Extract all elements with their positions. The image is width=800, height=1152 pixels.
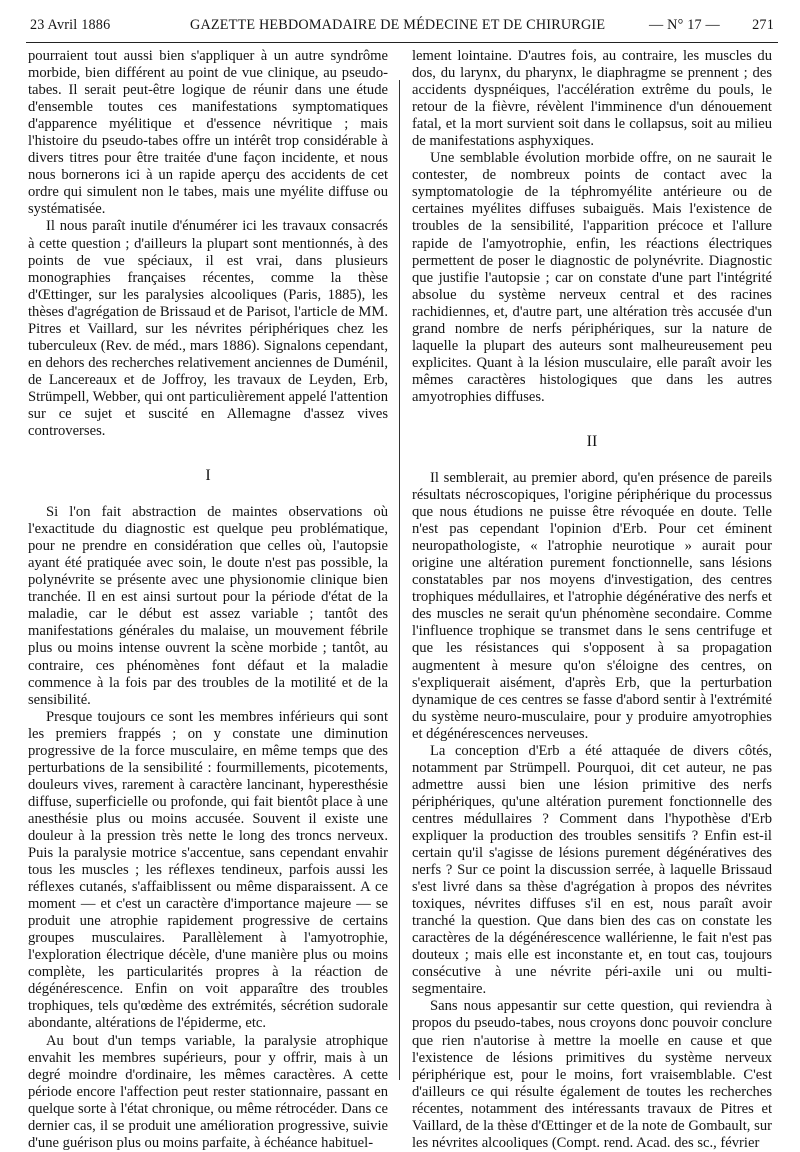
- right-column: [412, 48, 772, 1151]
- paragraph: Presque toujours ce sont les membres inférieurs qui sont les premiers frappés ; on y constate une diminution progressive de la force musculaire, en même temps que des perturbations de la sensibilité : fourmillements, picotements, douleurs vives, rarement à caractère lancinant, hyperesthésie diffuse, superficielle ou profonde, qui fait bientôt place à une anesthésie plus ou moins accusée. Souvent il existe une douleur à la pression très nette le long des troncs nerveux. Puis la paralysie motrice s'accentue, sans cependant envahir tous les muscles ; les réflexes tendineux, parfois aussi les réflexes cutanés, s'affaiblissent ou même disparaissent. A ce moment — et c'est un caractère d'importance majeure — se produit une atrophie rapidement progressive de certains groupes musculaires. Parallèlement à l'amyotrophie, l'exploration électrique décèle, d'une manière plus ou moins complète, les particularités propres à la réaction de dégénérescence. Enfin on voit apparaître des troubles trophiques, tels qu'œdème des extrémités, sécrétion sudorale abondante, altérations de l'épiderme, etc.: [28, 708, 388, 1032]
- journal-title: GAZETTE HEBDOMADAIRE DE MÉDECINE ET DE CHIRURGIE: [190, 17, 606, 33]
- paragraph: Une semblable évolution morbide offre, on ne saurait le contester, de nombreux points de contact avec la symptomatologie de la téphromyélite antérieure ou de certaines myélites diffuses subaiguës. Mais l'existence de troubles de la sensibilité, l'apparition précoce et l'allure rapide de l'amyotrophie, enfin, les réactions électriques permettent de poser le diagnostic de polynévrite. Diagnostic que justifie l'autopsie ; car on constate d'une part l'intégrité absolue du système nerveux central et des racines rachidiennes, et, d'autre part, une altération très accusée d'un grand nombre de nerfs périphériques, sur la nature de laquelle la plupart des auteurs sont malheureusement peu explicites. Quant à la lésion musculaire, elle paraît avoir les mêmes caractères histologiques que dans les autres amyotrophies diffuses.: [412, 150, 772, 405]
- section-heading: I: [205, 467, 211, 485]
- issue-date: 23 Avril 1886: [30, 17, 111, 33]
- column-divider: [399, 80, 400, 1080]
- running-header: [26, 12, 778, 43]
- paragraph: Au bout d'un temps variable, la paralysie atrophique envahit les membres supérieurs, pour y offrir, mais à un degré moindre d'ordinaire, les mêmes caractères. A cette période encore l'affection peut rester stationnaire, passant en quelque sorte à l'état chronique, ou même rétrocéder. Dans ce dernier cas, il se produit une amélioration progressive, suivie d'une guérison plus ou moins parfaite, à échéance habituel-: [28, 1032, 388, 1151]
- paragraph: lement lointaine. D'autres fois, au contraire, les muscles du dos, du larynx, du pharynx, le diaphragme se prennent ; des accidents dyspnéiques, l'accélération extrême du pouls, le retour de la fièvre, révèlent l'imminence d'un dénouement fatal, et la mort survient soit dans le collapsus, soit au milieu de manifestations asphyxiques.: [412, 48, 772, 150]
- paragraph: Si l'on fait abstraction de maintes observations où l'exactitude du diagnostic est quelque peu problématique, pour ne prendre en considération que celles où, l'autopsie ayant été pratiquée avec soin, le doute n'est pas possible, la polynévrite se présente avec une physionomie clinique bien tranchée. Il en est ainsi surtout pour la période d'état de la maladie, car le début est assez variable ; tantôt des manifestations générales du malaise, un mouvement fébrile plus ou moins intense ouvrent la scène morbide ; tantôt, au contraire, ces phénomènes font défaut et la maladie commence à la fois par des troubles de la motilité et de la sensibilité.: [28, 504, 388, 708]
- issue-number: — N° 17 —: [649, 17, 720, 33]
- page-number: 271: [752, 17, 774, 33]
- left-column: [28, 48, 388, 1151]
- section-heading: II: [586, 432, 598, 450]
- paragraph: La conception d'Erb a été attaquée de divers côtés, notamment par Strümpell. Pourquoi, dit cet auteur, ne pas admettre aussi bien une lésion primitive des nerfs périphériques, qu'une altération purement fonctionnelle des centres médullaires ? Comment dans l'hypothèse d'Erb expliquer la production des troubles sensitifs ? Enfin est-il certain qu'il s'agisse de lésions purement dégénératives des nerfs ? Sur ce point la discussion serrée, à laquelle Brissaud s'est livré dans sa thèse d'agrégation à propos des névrites toxiques, névrites diffuses s'il en est, nous paraît avoir tranché la question. Que dans bien des cas on constate les caractères de la dégénérescence wallérienne, le fait n'est pas douteux ; mais elle est inconstante et, en tout cas, toujours consécutive à une névrite péri-axile uni ou multi-segmentaire.: [412, 742, 772, 998]
- paragraph: Il nous paraît inutile d'énumérer ici les travaux consacrés à cette question ; d'ailleurs la plupart sont mentionnés, à des points de vue spéciaux, il est vrai, dans plusieurs monographies françaises récentes, comme la thèse d'Œttinger, sur les paralysies alcooliques (Paris, 1885), les thèses d'agrégation de Brissaud et de Parisot, l'article de MM. Pitres et Vaillard, sur les névrites périphériques chez les tuberculeux (Rev. de méd., mars 1886). Signalons cependant, en dehors des recherches relativement anciennes de Duménil, de Lancereaux et de Joffroy, les travaux de Leyden, Erb, Strümpell, Webber, qui ont particulièrement appelé l'attention sur ce sujet et suscité en Allemagne d'assez vives controverses.: [28, 218, 388, 440]
- paragraph: Il semblerait, au premier abord, qu'en présence de pareils résultats nécroscopiques, l'origine périphérique du processus que nous étudions ne puisse être révoquée en doute. Telle n'est pas cependant l'opinion d'Erb. Pour cet éminent neuropathologiste, « l'atrophie neurotique » aurait pour origine une altération purement fonctionnelle, sans lésions constatables par nos moyens d'investigation, des centres trophiques médullaires, et l'atrophie dégénérative des nerfs et des muscles ne serait qu'un phénomène secondaire. Comme l'influence trophique se transmet dans le sens centrifuge et que les résistances qui s'opposent à sa propagation augmentent à mesure qu'on s'éloigne des centres, on s'expliquerait aisément, d'après Erb, que la perturbation dynamique de ces centres se fasse d'abord sentir à l'extrémité du système neuro-musculaire, pour y produire amyotrophies et dégénérescences nerveuses.: [412, 469, 772, 742]
- paragraph: pourraient tout aussi bien s'appliquer à un autre syndrôme morbide, bien différent au point de vue clinique, au pseudo-tabes. Il serait peut-être logique de réunir dans une étude d'ensemble toutes ces manifestations symptomatiques d'apparence myélitique et d'essence névritique ; mais l'histoire du pseudo-tabes offre un intérêt trop considérable à divers titres pour être traitée d'une façon incidente, et nous nous bornerons ici à un rapide aperçu des accidents de cet ordre qui simulent non le tabes, mais une myélite diffuse ou systématisée.: [28, 48, 388, 218]
- paragraph: Sans nous appesantir sur cette question, qui reviendra à propos du pseudo-tabes, nous croyons donc pouvoir conclure que rien n'autorise à mettre la moelle en cause et que l'existence de lésions primitives du système nerveux périphérique est, pour le moins, fort vraisemblable. C'est d'ailleurs ce qui résulte également de toutes les recherches récentes, notamment des intéressants travaux de Pitres et Vaillard, de la thèse d'Œttinger et de la note de Gombault, sur les névrites alcooliques (Compt. rend. Acad. des sc., février: [412, 998, 772, 1151]
